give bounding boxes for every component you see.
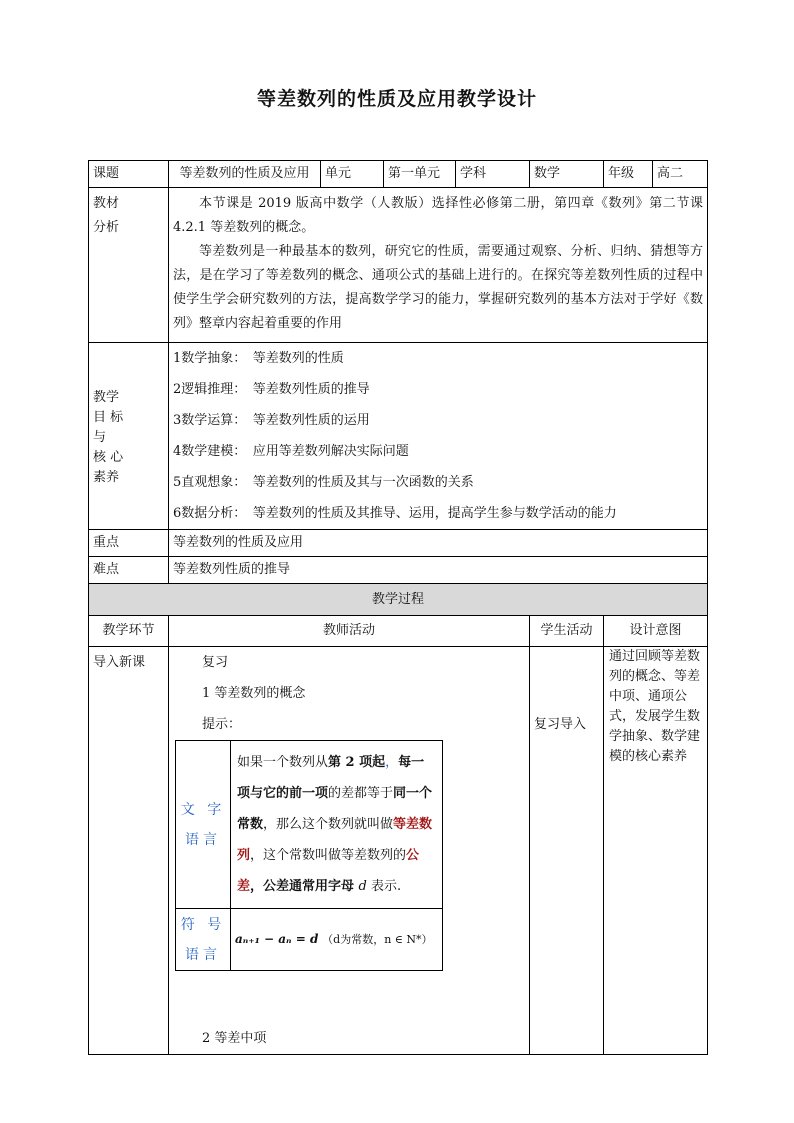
objective-item: 1数学抽象： 等差数列的性质 [173,351,344,366]
text-language-row [176,741,443,909]
objectives-row [89,343,708,530]
analysis-label [89,188,169,343]
text-language-label-line: 语言 [185,831,221,848]
subject-label: 学科 [456,161,530,188]
process-columns-row [89,616,708,647]
def-part: ，这个常数叫做等差数列的 [250,848,407,863]
def-part-bold: 同一个常数 [237,786,433,832]
objectives-label-line: 核 心 [93,450,124,465]
symbol-language-label [176,909,231,971]
difficulty-label: 难点 [89,557,169,584]
topic-label: 课题 [89,161,169,188]
definition-text [231,741,443,909]
objective-item: 5直观想象： 等差数列的性质及其与一次函数的关系 [173,475,474,490]
objective-item: 4数学建模： 应用等差数列解决实际问题 [173,444,409,459]
stage-cell: 导入新课 [89,647,169,1055]
lesson-plan-table [88,160,708,1055]
def-part: ，公差通常用字母 [250,879,359,894]
analysis-content [169,188,708,343]
def-part: 表示. [366,879,402,894]
process-title-row [89,584,708,616]
hint-text: 提示： [202,717,242,732]
key-point-label: 重点 [89,530,169,557]
objectives-label-line: 素养 [93,470,120,485]
def-part: ， [385,755,399,770]
definition-table [175,740,443,971]
page-title: 等差数列的性质及应用教学设计 [256,88,537,110]
symbol-language-row [176,909,443,971]
symbol-language-label-line: 语言 [185,946,221,963]
grade-label: 年级 [604,161,653,188]
key-point-value: 等差数列的性质及应用 [169,530,708,557]
def-part: 如果一个数列从 [237,755,329,770]
grade-value: 高二 [653,161,708,188]
analysis-paragraph-2: 等差数列是一种最基本的数列，研究它的性质，需要通过观察、分析、归纳、猜想等方法，是在学习了等差数列的概念、通项公式的基础上进行的。在探究等差数列性质的过程中使学生学会研究数列的方法，提高数学学习的能力，掌握研究数列的基本方法对于学好《数列》整章内容起着重要的作用 [173,244,703,331]
key-point-row [89,530,708,557]
unit-label: 单元 [321,161,384,188]
def-term-common-difference: 公差 [237,848,420,894]
analysis-label-line-1: 教材 [93,196,120,211]
topic-value: 等差数列的性质及应用 [169,161,321,188]
col-student: 学生活动 [530,616,604,647]
header-row [89,161,708,188]
objectives-label-line: 与 [93,430,107,445]
def-term-arithmetic-sequence: 等差数列 [237,817,433,863]
concept-heading: 1 等差数列的概念 [202,686,306,701]
subject-value: 数学 [530,161,604,188]
objective-item: 2逻辑推理： 等差数列性质的推导 [173,382,370,397]
objective-item: 3数学运算： 等差数列性质的运用 [173,413,370,428]
student-activity-cell: 复习导入 [530,647,604,1055]
unit-value: 第一单元 [384,161,456,188]
col-stage: 教学环节 [89,616,169,647]
col-intent: 设计意图 [604,616,708,647]
def-part: 的差都等于 [328,786,394,801]
symbol-language-label-line: 符 号 [180,916,226,933]
analysis-paragraph-1: 本节课是 2019 版高中数学（人教版）选择性必修第二册，第四章《数列》第二节课 4.2.1 等差数列的概念。 [173,196,703,235]
formula-note: （d为常数，n ∈ N*） [322,933,433,946]
lesson-row [89,647,708,1055]
difficulty-value: 等差数列性质的推导 [169,557,708,584]
def-part: ，那么这个数列就叫做 [263,817,394,832]
objectives-label-line: 目 标 [93,410,124,425]
objective-item: 6数据分析： 等差数列的性质及其推导、运用，提高学生参与数学活动的能力 [173,506,617,521]
text-language-label-line: 文 字 [180,801,226,818]
review-text: 复习 [202,655,229,670]
objectives-label [89,343,169,530]
design-intent-cell: 通过回顾等差数列的概念、等差中项、通项公式，发展学生数学抽象、数学建模的核心素养 [604,647,708,1055]
analysis-row [89,188,708,343]
formula-cell [231,909,443,971]
objectives-content [169,343,708,530]
analysis-label-line-2: 分析 [93,220,120,235]
text-language-label [176,741,231,909]
difficulty-row [89,557,708,584]
middle-term-heading: 2 等差中项 [202,1031,267,1046]
def-part-bold: 每一项与它的前一项 [237,755,425,801]
formula: aₙ₊₁ − aₙ = d [235,932,319,946]
def-part-bold: 第 2 项起 [328,755,386,770]
col-teacher: 教师活动 [169,616,530,647]
teacher-activity-cell [169,647,530,1055]
process-title: 教学过程 [89,584,708,616]
objectives-label-line: 教学 [93,390,120,405]
def-symbol-d: d [358,879,367,894]
teacher-activity [169,647,529,1054]
